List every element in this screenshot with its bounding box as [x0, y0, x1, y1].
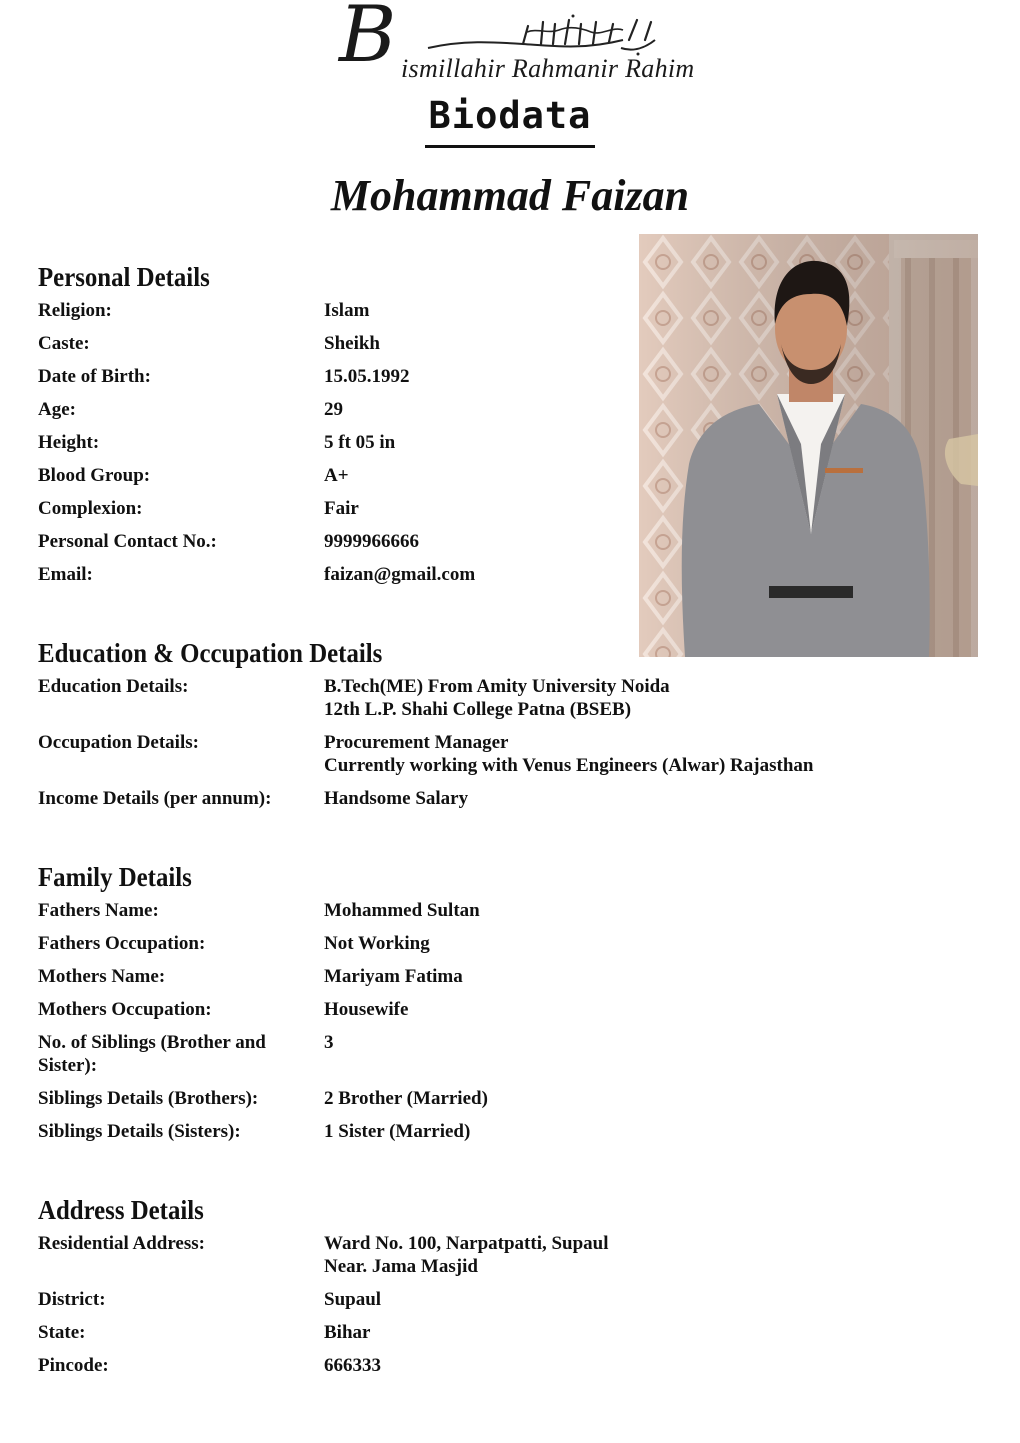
- details-row: [38, 365, 475, 388]
- field-value: 666333: [324, 1355, 381, 1376]
- section-title: Family Details: [38, 862, 192, 892]
- field-value: Housewife: [324, 999, 409, 1020]
- field-value: 1 Sister (Married): [324, 1121, 471, 1142]
- details-row: [38, 899, 488, 922]
- address-details-section: [38, 1195, 609, 1387]
- field-value: Bihar: [324, 1322, 371, 1343]
- details-row: [38, 1288, 609, 1311]
- details-list: [38, 1232, 609, 1377]
- details-row: [38, 675, 813, 721]
- field-label: Date of Birth:: [38, 366, 151, 387]
- field-value: Sheikh: [324, 333, 380, 354]
- details-row: [38, 1087, 488, 1110]
- details-list: [38, 299, 475, 586]
- field-value: B.Tech(ME) From Amity University Noida 12th L.P. Shahi College Patna (BSEB): [324, 676, 670, 720]
- field-value: Mariyam Fatima: [324, 966, 463, 987]
- details-row: [38, 965, 488, 988]
- details-row: [38, 998, 488, 1021]
- field-label: Siblings Details (Sisters):: [38, 1121, 241, 1142]
- field-label: Mothers Name:: [38, 966, 166, 987]
- field-value: Ward No. 100, Narpatpatti, Supaul Near. Jama Masjid: [324, 1233, 609, 1277]
- field-label: Residential Address:: [38, 1233, 205, 1254]
- field-label: Income Details (per annum):: [38, 788, 272, 809]
- details-row: [38, 1031, 488, 1077]
- person-name: Mohammad Faizan: [330, 171, 690, 220]
- personal-details-section: [38, 262, 475, 596]
- field-value: Procurement Manager Currently working with Venus Engineers (Alwar) Rajasthan: [324, 732, 814, 776]
- header-logo: [335, 0, 695, 90]
- field-label: Mothers Occupation:: [38, 999, 212, 1020]
- details-row: [38, 1232, 609, 1278]
- field-label: Siblings Details (Brothers):: [38, 1088, 259, 1109]
- details-row: [38, 299, 475, 322]
- field-label: Fathers Name:: [38, 900, 159, 921]
- field-value: 15.05.1992: [324, 366, 410, 387]
- field-value: 9999966666: [324, 531, 419, 552]
- section-title: Education & Occupation Details: [38, 638, 383, 668]
- field-label: No. of Siblings (Brother and Sister):: [38, 1032, 266, 1076]
- details-row: [38, 731, 813, 777]
- field-value: 2 Brother (Married): [324, 1088, 488, 1109]
- section-title: Personal Details: [38, 262, 210, 292]
- field-value: Supaul: [324, 1289, 382, 1310]
- details-list: [38, 675, 813, 810]
- document-title: Biodata: [428, 94, 592, 137]
- section-title: Address Details: [38, 1195, 204, 1225]
- field-label: Pincode:: [38, 1355, 109, 1376]
- title-underline: [425, 145, 595, 148]
- field-label: District:: [38, 1289, 106, 1310]
- field-label: State:: [38, 1322, 86, 1343]
- education-details-section: [38, 638, 813, 820]
- details-row: [38, 398, 475, 421]
- field-value: 3: [324, 1032, 334, 1053]
- family-details-section: [38, 862, 488, 1153]
- details-row: [38, 787, 813, 810]
- field-value: 29: [324, 399, 343, 420]
- calligraphy-icon: [423, 10, 663, 60]
- field-label: Education Details:: [38, 676, 189, 697]
- logo-letter: B: [339, 0, 397, 80]
- field-value: Mohammed Sultan: [324, 900, 480, 921]
- field-label: Age:: [38, 399, 76, 420]
- field-value: Handsome Salary: [324, 788, 469, 809]
- field-label: Email:: [38, 564, 93, 585]
- details-row: [38, 464, 475, 487]
- details-row: [38, 431, 475, 454]
- logo-text: ismillahir Rahmanir Rahim: [401, 54, 695, 83]
- details-row: [38, 497, 475, 520]
- field-value: faizan@gmail.com: [324, 564, 476, 585]
- details-row: [38, 1354, 609, 1377]
- details-row: [38, 332, 475, 355]
- field-label: Height:: [38, 432, 100, 453]
- details-row: [38, 530, 475, 553]
- field-value: Not Working: [324, 933, 430, 954]
- field-label: Complexion:: [38, 498, 143, 519]
- details-row: [38, 932, 488, 955]
- field-label: Caste:: [38, 333, 90, 354]
- field-value: A+: [324, 465, 349, 486]
- details-row: [38, 563, 475, 586]
- field-label: Personal Contact No.:: [38, 531, 217, 552]
- field-value: Islam: [324, 300, 370, 321]
- field-value: 5 ft 05 in: [324, 432, 396, 453]
- field-label: Occupation Details:: [38, 732, 199, 753]
- details-list: [38, 899, 488, 1143]
- details-row: [38, 1321, 609, 1344]
- details-row: [38, 1120, 488, 1143]
- profile-photo: [639, 234, 978, 657]
- profile-photo-icon: [639, 234, 978, 657]
- field-value: Fair: [324, 498, 359, 519]
- field-label: Blood Group:: [38, 465, 151, 486]
- field-label: Fathers Occupation:: [38, 933, 206, 954]
- field-label: Religion:: [38, 300, 112, 321]
